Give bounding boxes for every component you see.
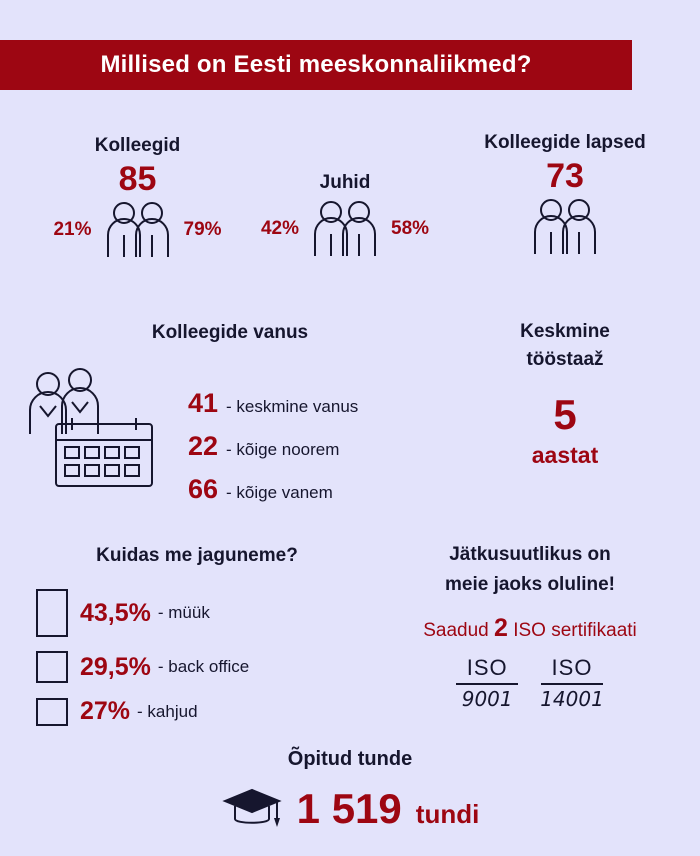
age-row — [174, 474, 358, 505]
split-title: Kuidas me jaguneme? — [96, 545, 298, 566]
managers-right-pct: 58% — [391, 218, 430, 239]
split-label: - back office — [157, 657, 250, 676]
two-people-icon — [98, 199, 178, 261]
section-children — [450, 132, 680, 258]
managers-left-pct: 42% — [260, 218, 299, 239]
section-sustainability — [380, 542, 680, 711]
certificate-line — [380, 614, 680, 643]
iso-badges — [380, 655, 680, 711]
iso-badge-number: 9001 — [461, 687, 513, 711]
colleagues-left-pct: 21% — [53, 219, 92, 240]
section-colleagues — [30, 135, 245, 261]
children-title: Kolleegide lapsed — [484, 132, 646, 153]
tenure-title-line1: Keskmine — [520, 321, 610, 342]
colleagues-count: 85 — [118, 160, 157, 198]
age-row — [174, 431, 358, 462]
iso-badge-divider — [541, 683, 603, 685]
age-value: 66 — [187, 474, 218, 504]
certificate-count: 2 — [494, 614, 508, 642]
certificate-suffix: ISO sertifikaati — [513, 620, 637, 641]
tenure-value: 5 — [553, 391, 577, 438]
colleagues-right-pct: 79% — [183, 219, 222, 240]
iso-badge — [540, 655, 604, 711]
iso-badge — [456, 655, 518, 711]
split-pct: 43,5% — [80, 598, 151, 627]
split-bar — [36, 698, 68, 726]
iso-badge-number: 14001 — [540, 687, 604, 711]
tenure-unit: aastat — [531, 442, 599, 468]
split-pct: 29,5% — [80, 652, 151, 681]
section-learning — [0, 748, 700, 833]
age-icons — [20, 362, 170, 492]
split-pct: 27% — [80, 697, 131, 725]
section-age — [20, 322, 440, 517]
iso-badge-top: ISO — [551, 655, 593, 680]
age-label: - kõige noorem — [226, 440, 340, 459]
certificate-prefix: Saadud — [423, 620, 489, 641]
section-managers — [245, 172, 445, 260]
age-row — [174, 388, 358, 419]
split-row — [36, 651, 372, 683]
managers-title: Juhid — [319, 172, 371, 193]
age-body — [20, 362, 440, 517]
children-icon-row — [450, 196, 680, 258]
age-value: 41 — [187, 388, 218, 418]
managers-gender-split — [245, 198, 445, 260]
age-title: Kolleegide vanus — [151, 322, 309, 343]
sustainability-title-line2: meie jaoks oluline! — [445, 574, 615, 595]
section-split — [22, 545, 372, 740]
learning-value-row — [0, 785, 700, 833]
two-people-icon — [525, 196, 605, 258]
iso-badge-top: ISO — [466, 655, 508, 680]
page-title: Millised on Eesti meeskonnaliikmed? — [100, 51, 532, 78]
colleagues-gender-split — [30, 199, 245, 261]
age-value: 22 — [187, 431, 218, 461]
tenure-title-line2: tööstaaž — [526, 349, 604, 370]
age-label: - kõige vanem — [226, 483, 333, 502]
split-bar — [36, 651, 68, 683]
age-list — [174, 362, 358, 517]
learning-unit: tundi — [415, 799, 480, 829]
children-count: 73 — [546, 157, 584, 195]
split-list — [36, 589, 372, 726]
sustainability-title-line1: Jätkusuutlikus on — [449, 544, 611, 565]
age-label: - keskmine vanus — [226, 397, 359, 416]
split-bar — [36, 589, 68, 637]
split-label: - müük — [157, 603, 210, 622]
learning-title: Õpitud tunde — [287, 748, 413, 770]
split-label: - kahjud — [137, 701, 198, 721]
split-row — [36, 697, 372, 726]
graduation-cap-icon — [221, 785, 283, 833]
split-row — [36, 589, 372, 637]
section-tenure — [450, 320, 680, 469]
iso-badge-divider — [456, 683, 518, 685]
colleagues-title: Kolleegid — [94, 135, 181, 156]
learning-hours: 1 519 — [296, 785, 402, 832]
header-bar — [0, 40, 632, 90]
calendar-icon — [56, 418, 152, 486]
two-people-icon — [305, 198, 385, 260]
